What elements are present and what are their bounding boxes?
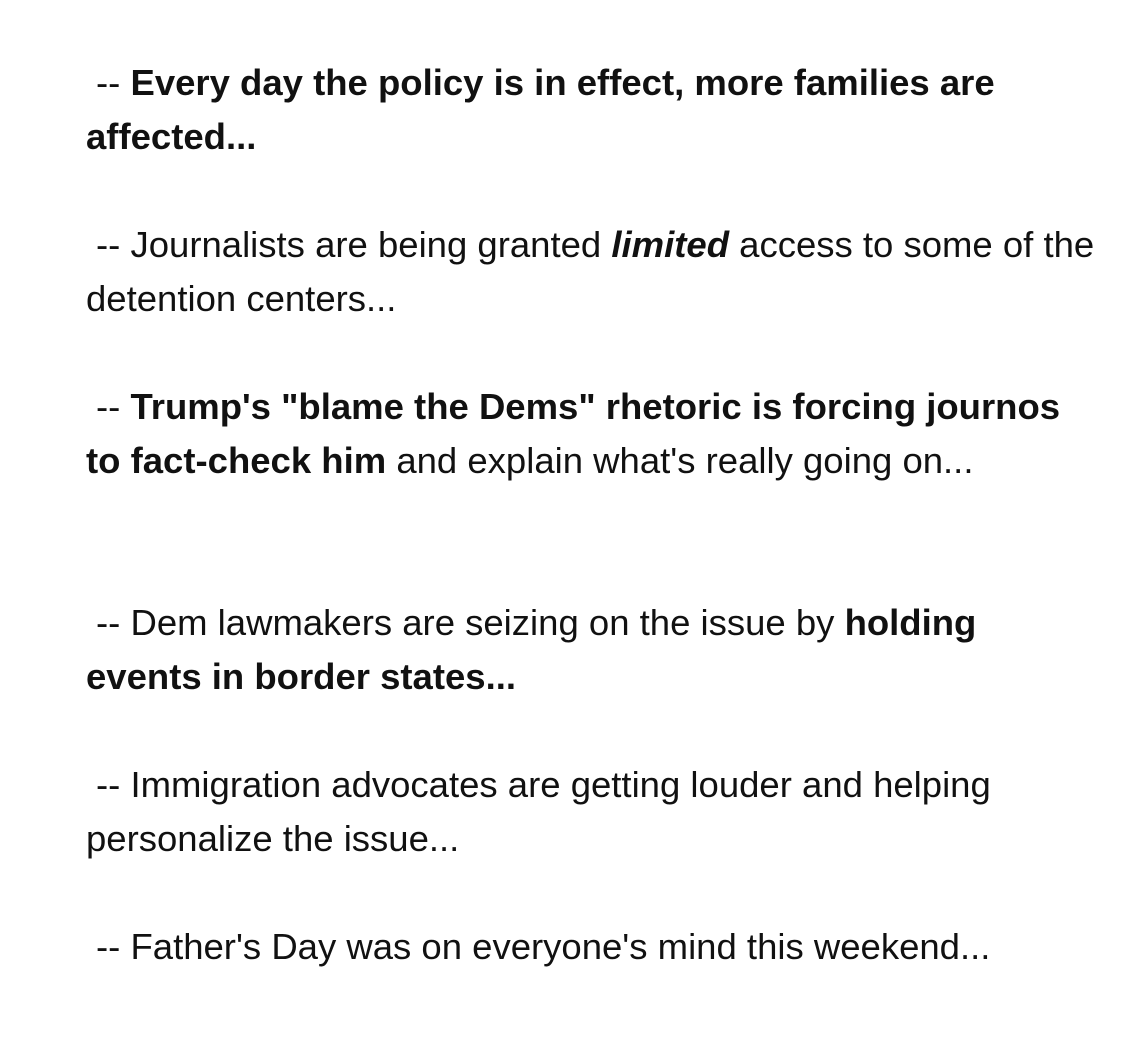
bullet-2-text-before: Journalists are being granted [130, 224, 612, 265]
bullet-3-text-after: and explain what's really going on... [386, 440, 974, 481]
bullet-4-text-before: Dem lawmakers are seizing on the issue by [130, 602, 845, 643]
bullet-dash: -- [96, 602, 121, 643]
bullet-2-emphasis: limited [611, 224, 729, 265]
bullet-1-bold-text: Every day the policy is in effect, more families are affected... [86, 62, 995, 157]
bullet-dash: -- [96, 62, 121, 103]
bullet-dash: -- [96, 926, 121, 967]
bullet-5 [86, 758, 1096, 866]
bullet-2-text-after: access to some of the detention centers... [86, 224, 1095, 319]
bullet-dash: -- [96, 764, 121, 805]
bullet-4 [86, 596, 1096, 704]
bullet-3-bold-text: Trump's "blame the Dems" rhetoric is forcing journos to fact-check him [86, 386, 1061, 481]
bullet-6 [86, 920, 1096, 974]
bullet-dash: -- [96, 224, 121, 265]
bullet-1 [86, 56, 1096, 164]
bullet-5-text: Immigration advocates are getting louder and helping personalize the issue... [86, 764, 991, 859]
document-page [86, 0, 1096, 1060]
bullet-3 [86, 380, 1096, 488]
bullet-dash: -- [96, 386, 121, 427]
bullet-6-text: Father's Day was on everyone's mind this weekend... [130, 926, 991, 967]
bullet-2 [86, 218, 1096, 326]
bullet-4-bold-text: holding events in border states... [86, 602, 977, 697]
